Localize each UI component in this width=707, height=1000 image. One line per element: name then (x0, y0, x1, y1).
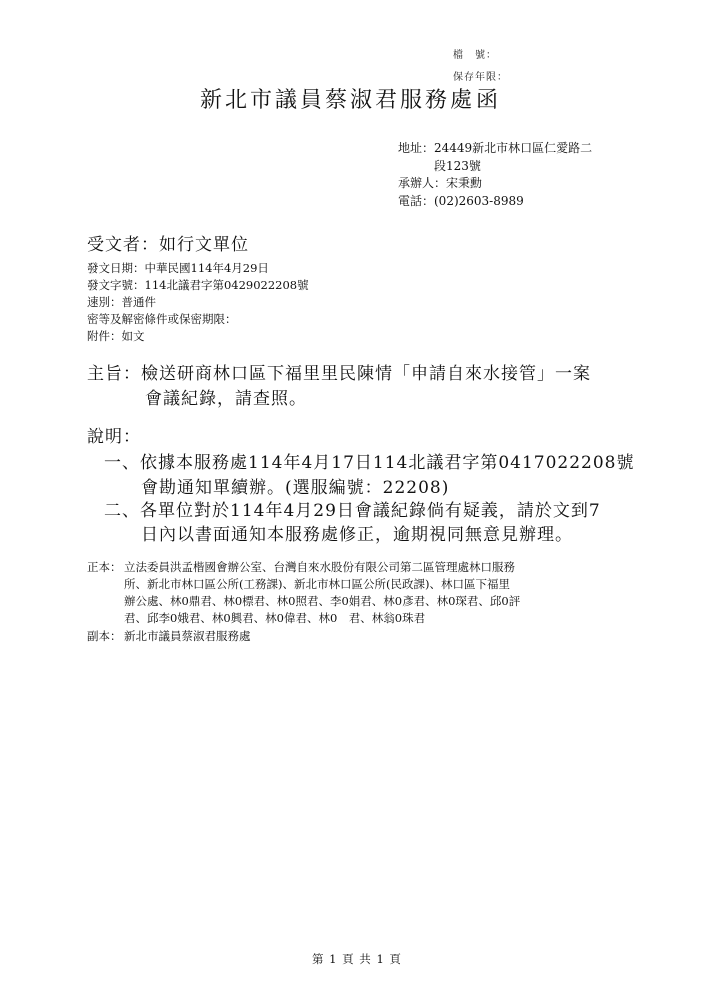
sender-contact: 承辦人：宋秉勳 (398, 176, 483, 190)
file-number-label: 檔 號： (453, 50, 497, 61)
document-title: 新北市議員蔡淑君服務處 (200, 88, 476, 113)
sender-address-line1: 地址：24449新北市林口區仁愛路二 (398, 141, 593, 155)
attachment: 附件：如文 (87, 329, 145, 343)
subject-line2: 會議紀錄，請查照。 (145, 389, 307, 409)
explanation-item-2-line2: 日內以書面通知本服務處修正，逾期視同無意見辦理。 (141, 525, 573, 545)
recipient: 受文者：如行文單位 (87, 235, 249, 255)
sender-phone: 電話：(02)2603-8989 (398, 194, 524, 208)
issue-date: 發文日期：中華民國114年4月29日 (87, 261, 269, 275)
copy-recipients-label: 副本： (87, 629, 122, 643)
original-recipients-line: 君、邱李0娥君、林0興君、林0偉君、林0 君、林翁0珠君 (124, 611, 426, 625)
explanation-item-1-line2: 會勘通知單續辦。(選服編號：22208) (141, 478, 450, 498)
original-recipients-label: 正本： (87, 560, 122, 574)
explanation-item-1-line1: 一、依據本服務處114年4月17日114北議君字第0417022208號 (104, 453, 635, 473)
explanation-item-2-line1: 二、各單位對於114年4月29日會議紀錄倘有疑義，請於文到7 (104, 501, 601, 521)
original-recipients-line: 辦公處、林0鼎君、林0標君、林0照君、李0娟君、林0彥君、林0琛君、邱0評 (124, 594, 521, 608)
original-recipients-line: 立法委員洪孟楷國會辦公室、台灣自來水股份有限公司第二區管理處林口服務 (124, 560, 515, 574)
document-number: 發文字號：114北議君字第0429022208號 (87, 278, 309, 292)
document-kind: 函 (476, 88, 499, 113)
page-info: 第 1 頁 共 1 頁 (312, 952, 402, 966)
subject-line1: 主旨：檢送研商林口區下福里里民陳情「申請自來水接管」一案 (87, 364, 591, 384)
delivery-speed: 速別：普通件 (87, 295, 156, 309)
copy-recipients: 新北市議員蔡淑君服務處 (124, 629, 251, 643)
sender-address-line2: 段123號 (434, 159, 481, 173)
secrecy-level: 密等及解密條件或保密期限： (87, 312, 237, 326)
explanation-label: 說明： (87, 427, 141, 447)
retention-label: 保存年限： (453, 72, 508, 83)
original-recipients-line: 所、新北市林口區公所(工務課)、新北市林口區公所(民政課)、林口區下福里 (124, 577, 510, 591)
